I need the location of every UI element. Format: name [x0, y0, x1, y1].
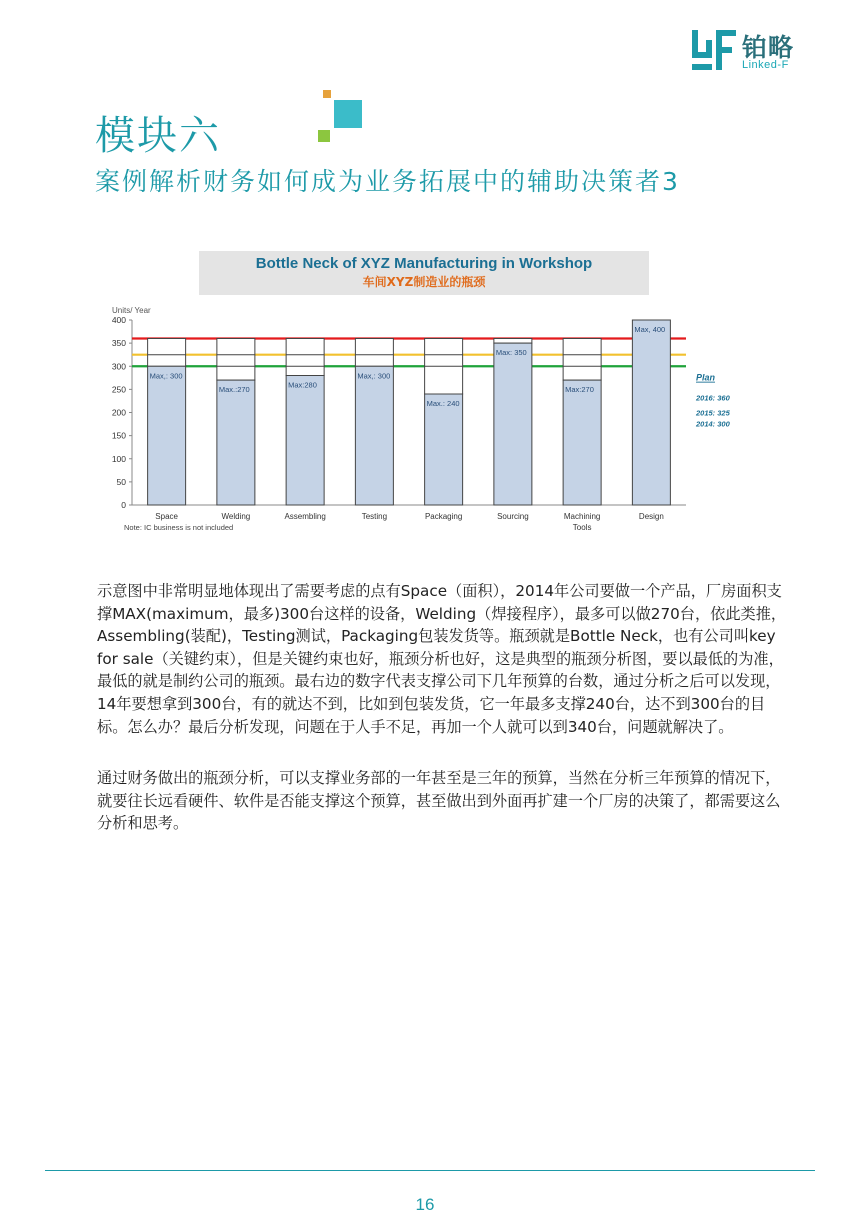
plan-legend-item: 2016: 360: [696, 393, 730, 403]
gap-box: [148, 339, 186, 367]
paragraph-conclusion: 通过财务做出的瓶颈分析，可以支撑业务部的一年甚至是三年的预算，当然在分析三年预算的情况下，就要往长远看硬件、软件是否能支撑这个预算，甚至做出到外面再扩建一个厂房的决策了，都需要这么分析和思考。: [97, 769, 781, 833]
y-tick-label: 400: [111, 315, 126, 325]
logo-mark-icon: [692, 30, 736, 70]
decorative-square-green: [318, 130, 330, 142]
bar-packaging: [425, 394, 463, 505]
brand-logo: [692, 28, 812, 76]
footer-divider: [45, 1170, 815, 1171]
bar-assembling: [286, 376, 324, 506]
x-tick-label: Space: [155, 512, 178, 521]
chart-note: Note: IC business is not included: [124, 523, 234, 532]
y-tick-label: 250: [111, 384, 126, 395]
bottleneck-bar-chart: [104, 300, 764, 540]
gap-box: [217, 339, 255, 381]
bar-testing: [355, 366, 393, 505]
bar-machining-tools: [563, 380, 601, 505]
logo-text-en: Linked-F: [742, 59, 789, 71]
bar-value-label: Max:280: [288, 380, 317, 390]
gap-box: [494, 339, 532, 344]
chart-title-en: Bottle Neck of XYZ Manufacturing in Workshop: [255, 255, 593, 272]
y-tick-label: 300: [111, 361, 126, 372]
bar-design: [632, 320, 670, 505]
decorative-square-orange: [323, 90, 331, 98]
bar-value-label: Max, 400: [634, 325, 666, 334]
x-tick-label: Packaging: [424, 512, 463, 521]
bar-welding: [217, 380, 255, 505]
x-tick-label: Tools: [572, 523, 592, 532]
bar-value-label: Max:270: [565, 385, 594, 395]
gap-box: [286, 339, 324, 376]
bar-value-label: Max.:270: [218, 385, 250, 395]
bar-value-label: Max,: 300: [149, 371, 183, 381]
module-title: 模块六: [95, 113, 221, 159]
logo-text-cn: 铂略: [742, 33, 795, 62]
y-tick-label: 50: [116, 476, 126, 487]
bar-value-label: Max,: 300: [357, 371, 391, 381]
gap-box: [355, 339, 393, 367]
page-number: 16: [415, 1195, 435, 1214]
paragraph-analysis: 示意图中非常明显地体现出了需要考虑的点有Space（面积），2014年公司要做一个产品，厂房面积支撑MAX(maximum，最多)300台这样的设备，Welding（焊接程序），最多可以做270台，依此类推，Assembling(装配)，Testing测试，Packaging包装发货等。瓶颈就是Bottle Neck，也有公司叫key for sale（关键约束），但是关键约束也好，瓶颈分析也好，这是典型的瓶颈分析图，要以最低的为准，最低的就是制约公司的瓶颈。最右边的数字代表支撑公司下几年预算的台数，通过分析之后可以发现，14年要想拿到300台，有的就达不到，比如到包装发货，它一年最多支撑240台，达不到300台的目标。怎么办？最后分析发现，问题在于人手不足，再加一个人就可以到340台，问题就解决了。: [97, 582, 787, 736]
gap-box: [563, 339, 601, 381]
y-tick-label: 150: [111, 430, 126, 441]
x-tick-label: Testing: [361, 512, 388, 521]
x-tick-label: Design: [638, 512, 664, 521]
plan-legend-item: 2014: 300: [696, 419, 730, 429]
page-subtitle: 案例解析财务如何成为业务拓展中的辅助决策者3: [95, 167, 680, 196]
y-tick-label: 350: [111, 338, 126, 349]
bar-value-label: Max.: 240: [426, 399, 460, 408]
y-tick-label: 200: [111, 407, 126, 418]
y-tick-label: 100: [111, 453, 126, 464]
x-tick-label: Assembling: [284, 512, 326, 521]
bar-space: [148, 366, 186, 505]
plan-legend-title: Plan: [696, 372, 716, 383]
bar-value-label: Max: 350: [495, 348, 527, 358]
y-tick-label: 0: [121, 500, 126, 510]
decorative-square-teal: [334, 100, 362, 128]
x-tick-label: Welding: [221, 512, 251, 521]
chart-title-cn: 车间XYZ制造业的瓶颈: [362, 275, 486, 289]
y-axis-label: Units/ Year: [112, 306, 151, 315]
chart-header: [199, 251, 649, 295]
plan-legend-item: 2015: 325: [696, 408, 730, 418]
x-tick-label: Sourcing: [497, 512, 529, 521]
bar-sourcing: [494, 343, 532, 505]
x-tick-label: Machining: [563, 512, 601, 521]
